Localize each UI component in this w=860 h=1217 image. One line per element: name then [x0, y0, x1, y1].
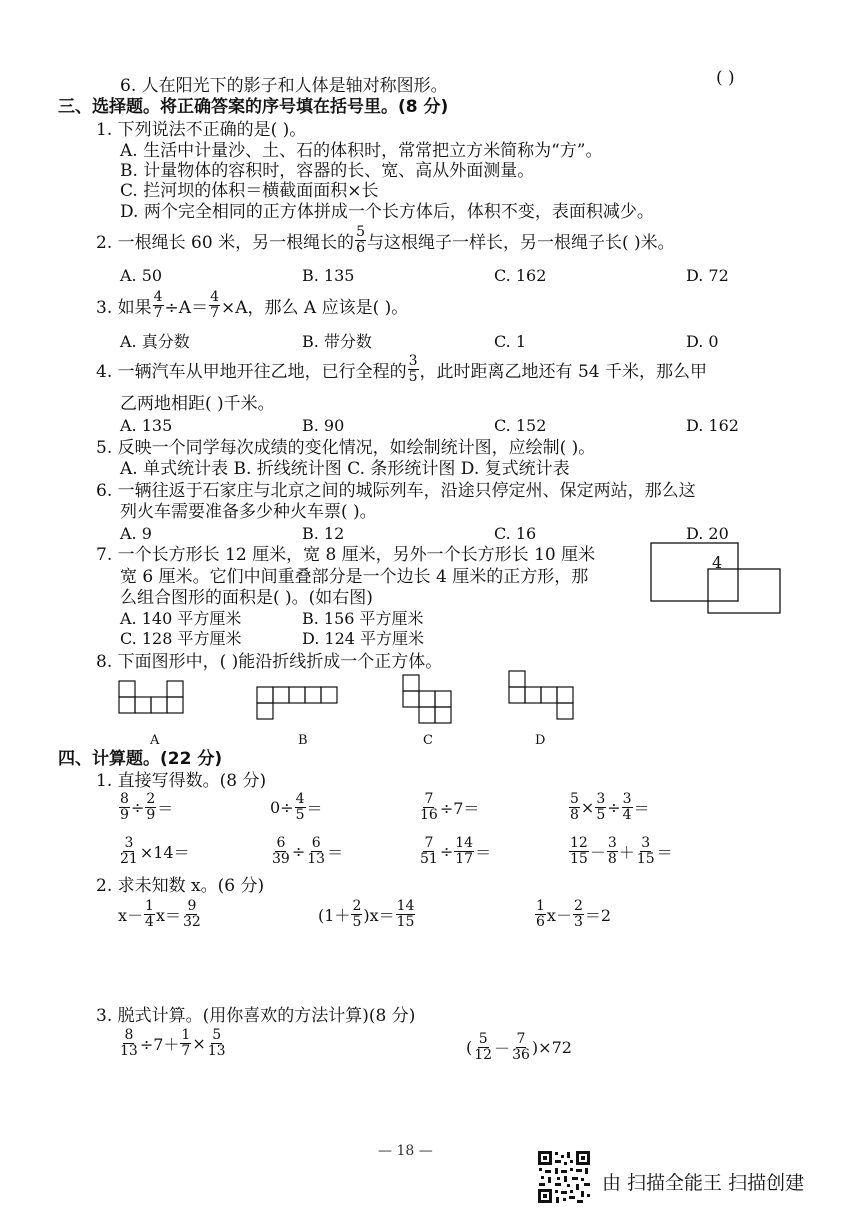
q7-option-b: B. 156 平方厘米 [302, 609, 424, 628]
section-title-calc: 四、计算题。(22 分) [58, 749, 223, 769]
q1-stem: 1. 下列说法不正确的是( )。 [96, 120, 307, 140]
net-label-a: A [150, 733, 160, 748]
oral-calc-7: $\frac{7}{51}$ ÷ $\frac{14}{17}$ ＝ [420, 835, 492, 867]
overlap-rectangles-figure [648, 540, 788, 616]
q4-option-a: A. 135 [120, 416, 173, 435]
fraction: 5 6 [356, 224, 365, 256]
page-number: — 18 — [378, 1143, 433, 1159]
oral-calc-3: $\frac{7}{16}$ ÷7＝ [420, 791, 480, 823]
q7-line1: 7. 一个长方形长 12 厘米，宽 8 厘米，另外一个长方形长 10 厘米 [96, 545, 596, 565]
q7-option-c: C. 128 平方厘米 [120, 629, 242, 648]
oral-calc-8: 12 15 － 3 8 ＋ 3 15 ＝ [570, 835, 673, 867]
step-calc-2: ( 5 12 － 7 36 )×72 [466, 1031, 572, 1063]
solve-x-2: (1＋ 2 5 )x＝ 14 15 [318, 898, 415, 930]
q3-option-d: D. 0 [686, 332, 719, 351]
q3-option-b: B. 带分数 [302, 332, 372, 351]
q4-option-c: C. 152 [494, 416, 547, 435]
q6-line1: 6. 一辆往返于石家庄与北京之间的城际列车，沿途只停定州、保定两站，那么这 [96, 481, 696, 501]
q4-line2: 乙两地相距( )千米。 [120, 394, 275, 414]
q5-options: A. 单式统计表 B. 折线统计图 C. 条形统计图 D. 复式统计表 [120, 459, 570, 479]
oral-calc-4: $\frac{5}{8}$ × $\frac{3}{5}$ ÷ $\frac{3}{4}$ ＝ [570, 791, 650, 823]
q3-stem: 3. 如果 $\frac{4}{7}$ ÷A＝ $\frac{4}{7}$ ×A，那么 A 应该是( )。 [96, 289, 409, 321]
q7-line2: 宽 6 厘米。它们中间重叠部分是一个边长 4 厘米的正方形，那 [120, 567, 589, 587]
answer-paren: ( ) [716, 68, 735, 88]
q3-option-a: A. 真分数 [120, 332, 190, 351]
solve-x-3: 1 6 x－ 2 3 ＝2 [536, 898, 612, 930]
net-label-b: B [298, 733, 308, 748]
oral-calc-6: $\frac{6}{39}$ ÷ $\frac{6}{13}$ ＝ [272, 835, 344, 867]
q1-option-d: D. 两个完全相同的正方体拼成一个长方体后，体积不变，表面积减少。 [120, 202, 654, 222]
q6-option-b: B. 12 [302, 524, 345, 543]
q2-option-d: D. 72 [686, 266, 729, 285]
net-label-d: D [535, 733, 546, 748]
q2-stem: 2. 一根绳长 60 米，另一根绳长的 5 6 与这根绳子一样长，另一根绳子长( )米。 [96, 224, 675, 256]
oral-calc-2: 0÷ $\frac{4}{5}$ ＝ [270, 791, 323, 823]
q1-option-a: A. 生活中计量沙、土、石的体积时，常常把立方米简称为“方”。 [120, 141, 603, 161]
q2-option-a: A. 50 [120, 266, 163, 285]
section-title-choice: 三、选择题。将正确答案的序号填在括号里。(8 分) [58, 97, 449, 117]
q7-line3: 么组合图形的面积是( )。(如右图) [120, 588, 373, 608]
overlap-side-label: 4 [712, 553, 723, 572]
cube-net-b [256, 686, 342, 722]
q7-option-d: D. 124 平方厘米 [302, 629, 425, 648]
net-label-c: C [423, 733, 433, 748]
q5-stem: 5. 反映一个同学每次成绩的变化情况，如绘制统计图，应绘制( )。 [96, 438, 596, 458]
calc-part3-title: 3. 脱式计算。(用你喜欢的方法计算)(8 分) [96, 1006, 416, 1026]
q6-option-c: C. 16 [494, 524, 537, 543]
step-calc-1: $\frac{8}{13}$ ÷7＋ $\frac{1}{7}$ × $\frac{5}{13}$ [120, 1027, 226, 1059]
calc-part2-title: 2. 求未知数 x。(6 分) [96, 876, 265, 896]
scanner-watermark: 由 扫描全能王 扫描创建 [602, 1172, 805, 1194]
q6-line2: 列火车需要准备多少种火车票( )。 [120, 502, 377, 522]
oral-calc-5: $\frac{3}{21}$ ×14＝ [120, 835, 190, 867]
q2-option-c: C. 162 [494, 266, 547, 285]
q8-stem: 8. 下面图形中，( )能沿折线折成一个正方体。 [96, 652, 443, 672]
solve-x-1: x－ 1 4 x＝ 9 32 [118, 898, 201, 930]
q1-option-b: B. 计量物体的容积时，容器的长、宽、高从外面测量。 [120, 161, 535, 181]
q4-option-d: D. 162 [686, 416, 739, 435]
q6-option-d: D. 20 [686, 524, 729, 543]
q4-option-b: B. 90 [302, 416, 345, 435]
cube-net-a [118, 680, 188, 716]
q1-option-c: C. 拦河坝的体积＝横截面面积×长 [120, 181, 379, 201]
qr-code-icon [537, 1150, 591, 1204]
calc-part1-title: 1. 直接写得数。(8 分) [96, 771, 267, 791]
q3-option-c: C. 1 [494, 332, 527, 351]
oral-calc-1: $\frac{8}{9}$ ÷ $\frac{2}{9}$ ＝ [120, 791, 174, 823]
q2-option-b: B. 135 [302, 266, 355, 285]
cube-net-c [402, 674, 456, 726]
q4-stem: 4. 一辆汽车从甲地开往乙地，已行全程的 3 5 ，此时距离乙地还有 54 千米，那么甲 [96, 353, 707, 385]
judge-item-6: 6. 人在阳光下的影子和人体是轴对称图形。 [120, 76, 448, 96]
cube-net-d [508, 670, 578, 722]
q7-option-a: A. 140 平方厘米 [120, 609, 242, 628]
q6-option-a: A. 9 [120, 524, 152, 543]
